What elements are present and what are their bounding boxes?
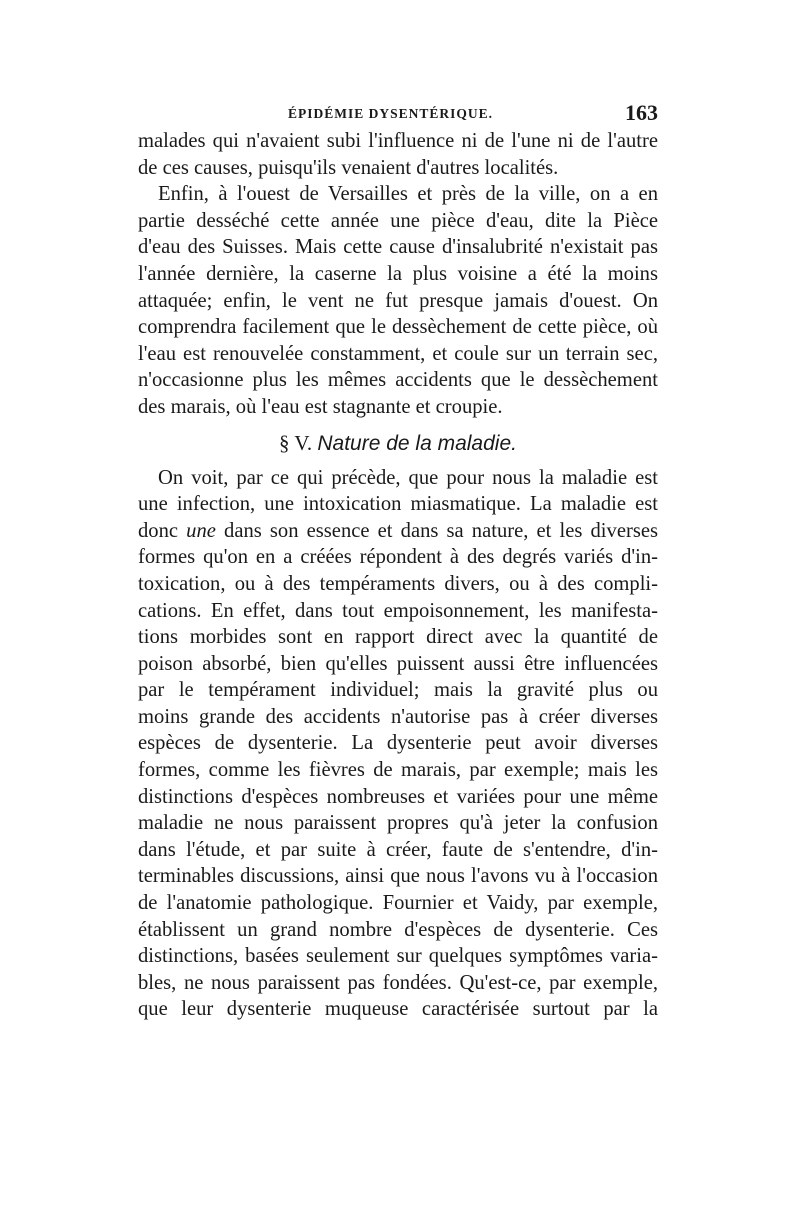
text-line: de l'anatomie pathologique. Fournier et Vaidy, par exemple, [138, 892, 658, 915]
text-line: une infection, une intoxication miasmatique. La maladie est [138, 493, 658, 516]
running-title: ÉPIDÉMIE DYSENTÉRIQUE. [288, 106, 494, 121]
paragraph-3 [138, 465, 658, 1023]
text-line: distinctions d'espèces nombreuses et variées pour une même [138, 785, 658, 808]
text-line: toxication, ou à des tempéraments divers, ou à des compli- [138, 572, 658, 595]
text-line: d'eau des Suisses. Mais cette cause d'insalubrité n'existait pas [138, 236, 658, 259]
text-line: malades qui n'avaient subi l'influence ni de l'une ni de l'autre [138, 130, 658, 152]
text-line: que leur dysenterie muqueuse caractérisée surtout par la [138, 998, 658, 1021]
text-line: poison absorbé, bien qu'elles puissent aussi être influencées [138, 652, 658, 675]
text-line: par le tempérament individuel; mais la gravité plus ou [138, 679, 658, 702]
text-line: tions morbides sont en rapport direct avec la quantité de [138, 626, 658, 649]
text-line: établissent un grand nombre d'espèces de dysenterie. Ces [138, 918, 658, 941]
text-line: Enfin, à l'ouest de Versailles et près de la ville, on a en [158, 183, 658, 206]
section-heading [138, 425, 658, 461]
section-title: Nature de la maladie. [317, 431, 517, 455]
text-line: l'eau est renouvelée constamment, et coule sur un terrain sec, [138, 342, 658, 365]
text-line: distinctions, basées seulement sur quelques symptômes varia- [138, 945, 658, 968]
text-line: des marais, où l'eau est stagnante et croupie. [138, 395, 503, 418]
text-line: comprendra facilement que le dessèchement de cette pièce, où [138, 316, 658, 339]
text-line: On voit, par ce qui précède, que pour nous la maladie est [158, 466, 658, 489]
text-run: dans son essence et dans sa nature, et les diverses [215, 519, 658, 542]
text-line: terminables discussions, ainsi que nous l'avons vu à l'occasion [138, 865, 658, 888]
text-line: attaquée; enfin, le vent ne fut presque jamais d'ouest. On [138, 289, 658, 312]
text-line: formes qu'on en a créées répondent à des degrés variés d'in- [138, 546, 658, 569]
text-line: maladie ne nous paraissent propres qu'à jeter la confusion [138, 812, 658, 835]
running-header [138, 100, 658, 128]
paragraph-1 [138, 128, 658, 181]
text-line: dans l'étude, et par suite à créer, faute de s'entendre, d'in- [138, 838, 658, 861]
text-line: de ces causes, puisqu'ils venaient d'autres localités. [138, 156, 559, 179]
emphasis-word: une [186, 519, 216, 542]
text-line: espèces de dysenterie. La dysenterie peut avoir diverses [138, 732, 658, 755]
text-line: moins grande des accidents n'autorise pas à créer diverses [138, 705, 658, 728]
text-run: donc [138, 519, 187, 542]
text-line: partie desséché cette année une pièce d'eau, dite la Pièce [138, 209, 658, 232]
text-line: bles, ne nous paraissent pas fondées. Qu'est-ce, par exemple, [138, 971, 658, 994]
text-line: n'occasionne plus les mêmes accidents que le dessèchement [138, 369, 658, 392]
text-line-with-emphasis [138, 518, 658, 545]
section-number: § V. [279, 430, 313, 455]
body-text [138, 128, 658, 1023]
page-number: 163 [625, 100, 658, 125]
text-line: formes, comme les fièvres de marais, par exemple; mais les [138, 759, 658, 782]
text-line: l'année dernière, la caserne la plus voisine a été la moins [138, 262, 658, 285]
text-line: cations. En effet, dans tout empoisonnement, les manifesta- [138, 599, 658, 622]
paragraph-2 [138, 181, 658, 420]
